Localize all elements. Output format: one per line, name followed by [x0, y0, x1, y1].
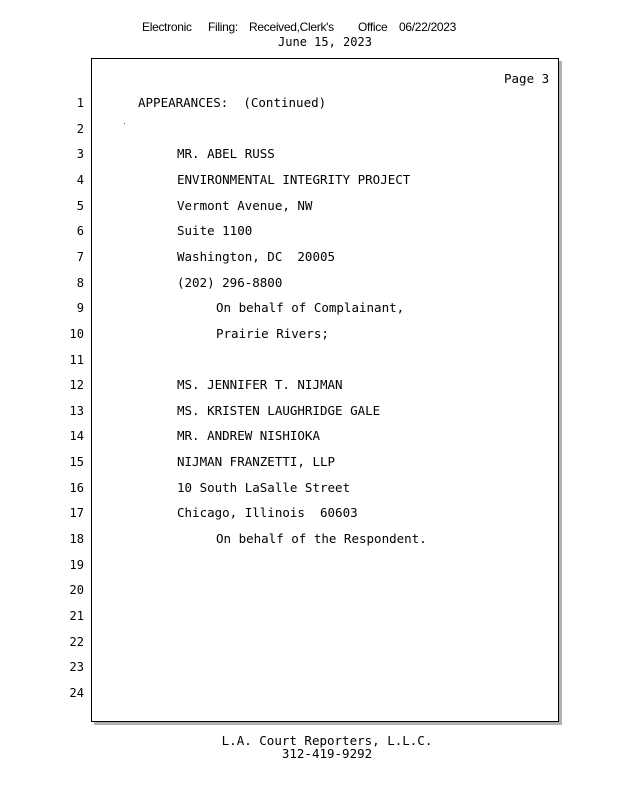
line-text: On behalf of Complainant, — [216, 300, 405, 315]
line-number: 20 — [69, 583, 84, 597]
line-number: 5 — [76, 199, 84, 213]
line-number: 12 — [69, 378, 84, 392]
line-text: On behalf of the Respondent. — [216, 531, 427, 546]
line-number: 4 — [76, 173, 84, 187]
line-number: 13 — [69, 404, 84, 418]
line-number: 10 — [69, 327, 84, 341]
line-text: 10 South LaSalle Street — [177, 480, 351, 495]
line-number: 11 — [69, 353, 84, 367]
line-number: 7 — [76, 250, 84, 264]
line-number: 6 — [76, 224, 84, 238]
line-text: ENVIRONMENTAL INTEGRITY PROJECT — [177, 172, 411, 187]
line-number: 14 — [69, 429, 84, 443]
line-number: 17 — [69, 506, 84, 520]
line-text: MS. JENNIFER T. NIJMAN — [177, 377, 343, 392]
stamp-filing: Filing: — [208, 20, 238, 34]
line-number: 16 — [69, 481, 84, 495]
line-number: 1 — [76, 96, 84, 110]
line-text: Washington, DC 20005 — [177, 249, 336, 264]
transcript-date: June 15, 2023 — [278, 35, 372, 49]
stamp-date: 06/22/2023 — [399, 20, 457, 34]
line-text: Vermont Avenue, NW — [177, 198, 313, 213]
line-text: Chicago, Illinois 60603 — [177, 505, 358, 520]
line-text: MS. KRISTEN LAUGHRIDGE GALE — [177, 403, 381, 418]
line-text: APPEARANCES: (Continued) — [138, 95, 327, 110]
line-number: 18 — [69, 532, 84, 546]
line-number: 22 — [69, 635, 84, 649]
line-number: 21 — [69, 609, 84, 623]
stray-mark — [124, 123, 125, 124]
line-number: 15 — [69, 455, 84, 469]
line-text: Suite 1100 — [177, 223, 253, 238]
stamp-office: Office — [358, 20, 388, 34]
line-number: 3 — [76, 147, 84, 161]
line-text: Prairie Rivers; — [216, 326, 329, 341]
reporter-phone: 312-419-9292 — [281, 746, 373, 761]
line-text: MR. ABEL RUSS — [177, 146, 275, 161]
page-number: Page 3 — [504, 71, 550, 86]
line-text: NIJMAN FRANZETTI, LLP — [177, 454, 336, 469]
line-number: 23 — [69, 660, 84, 674]
stamp-received: Received,Clerk's — [249, 20, 334, 34]
line-text: MR. ANDREW NISHIOKA — [177, 428, 320, 443]
line-text: (202) 296-8800 — [177, 275, 283, 290]
line-number: 2 — [76, 122, 84, 136]
stamp-electronic: Electronic — [142, 20, 192, 34]
reporter-company: L.A. Court Reporters, L.L.C. — [221, 733, 433, 748]
line-number: 8 — [76, 276, 84, 290]
line-number: 9 — [76, 301, 84, 315]
line-number: 19 — [69, 558, 84, 572]
line-number: 24 — [69, 686, 84, 700]
